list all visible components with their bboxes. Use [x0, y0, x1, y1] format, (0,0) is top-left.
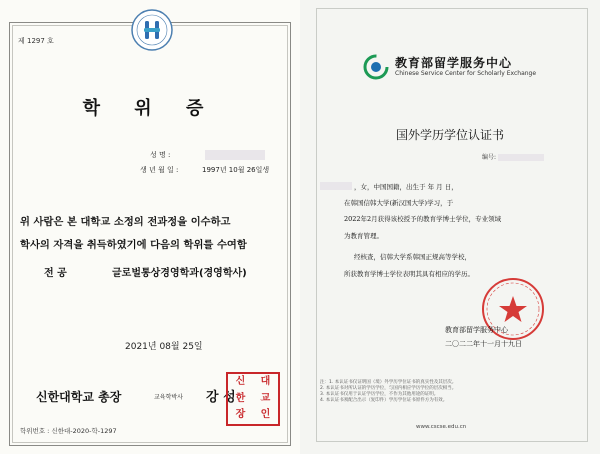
- redacted-number: [498, 154, 544, 161]
- serial-number: 제 1297 호: [18, 37, 54, 45]
- certificate-title: 학 위 증: [82, 98, 218, 119]
- degree-number: 학위번호 : 신한대-2020-학-1297: [20, 427, 117, 435]
- organization-name-en: Chinese Service Center for Scholarly Exchange: [395, 70, 537, 77]
- website-url: www.cscse.edu.cn: [416, 424, 467, 430]
- seal-char: 인: [260, 409, 271, 421]
- footnote: 注：1. 本认证书仅证明国（境）外学历学位证书的真实性及其层次。: [320, 380, 457, 385]
- seal-char: 교: [260, 392, 271, 404]
- seal-char: 한: [235, 392, 246, 404]
- footnote: 4. 本认证书须配合出示（复印件）学历学位证书原件方为有效。: [320, 398, 448, 403]
- major-value: 글로벌통상경영학과(경영학사): [112, 268, 247, 279]
- organization-name-cn: 教育部留学服务中心: [395, 56, 513, 70]
- redacted-holder-name: [320, 182, 352, 190]
- president-name: 강 성: [206, 390, 236, 405]
- issuing-organization: 教育部留学服务中心: [445, 326, 508, 334]
- birthdate-value: 1997년 10월 26일생: [202, 166, 270, 174]
- verification-text-line-4: 为教育管理。: [344, 232, 383, 240]
- president-title: 신한대학교 총장: [36, 390, 122, 404]
- footnote: 3. 本认证书仅用于认证学历学位，不作为其他用途的证明。: [320, 392, 439, 397]
- seal-char: 장: [235, 409, 246, 421]
- name-label: 성 명 :: [150, 151, 171, 159]
- verification-text-line-5: 经核查，信韩大学系韩国正规高等学校，: [354, 253, 471, 261]
- footnote: 2. 本认证书对所认证的学历学位，与国内相应学历学位的层次相当。: [320, 386, 457, 391]
- seal-char: 신: [235, 376, 246, 387]
- president-degree: 교육학박사: [154, 394, 183, 401]
- verification-text-line-3: 2022年2月获得该校授予的教育学博士学位，专业领域: [344, 215, 502, 223]
- redacted-name: [205, 150, 265, 160]
- university-seal: [226, 372, 280, 426]
- verification-text-line-1: ，女，中国国籍，出生于 年 月 日，: [354, 183, 458, 191]
- verification-text-line-6: 所获教育学博士学位表明其具有相应的学历。: [344, 270, 474, 278]
- seal-char: 대: [260, 376, 271, 387]
- body-text-line-2: 학사의 자격을 취득하였기에 다음의 학위를 수여함: [20, 239, 247, 251]
- verification-title: 国外学历学位认证书: [395, 128, 504, 142]
- chinese-verification-certificate: [300, 0, 600, 454]
- verification-text-line-2: 在韩国信韩大学(新汉国大学)学习，于: [344, 199, 454, 207]
- footnotes: [320, 380, 580, 404]
- award-date: 2021년 08월 25일: [125, 342, 203, 352]
- issue-date: 二〇二二年十一月十九日: [445, 340, 522, 348]
- body-text-line-1: 위 사람은 본 대학교 소정의 전과정을 이수하고: [20, 216, 231, 228]
- major-label: 전 공: [44, 268, 67, 279]
- certificate-number: [482, 152, 544, 161]
- cscse-logo-icon: [363, 54, 389, 80]
- university-emblem-icon: [130, 8, 174, 52]
- birthdate-label: 생 년 월 일 :: [140, 166, 179, 174]
- number-label: 编号:: [482, 154, 497, 161]
